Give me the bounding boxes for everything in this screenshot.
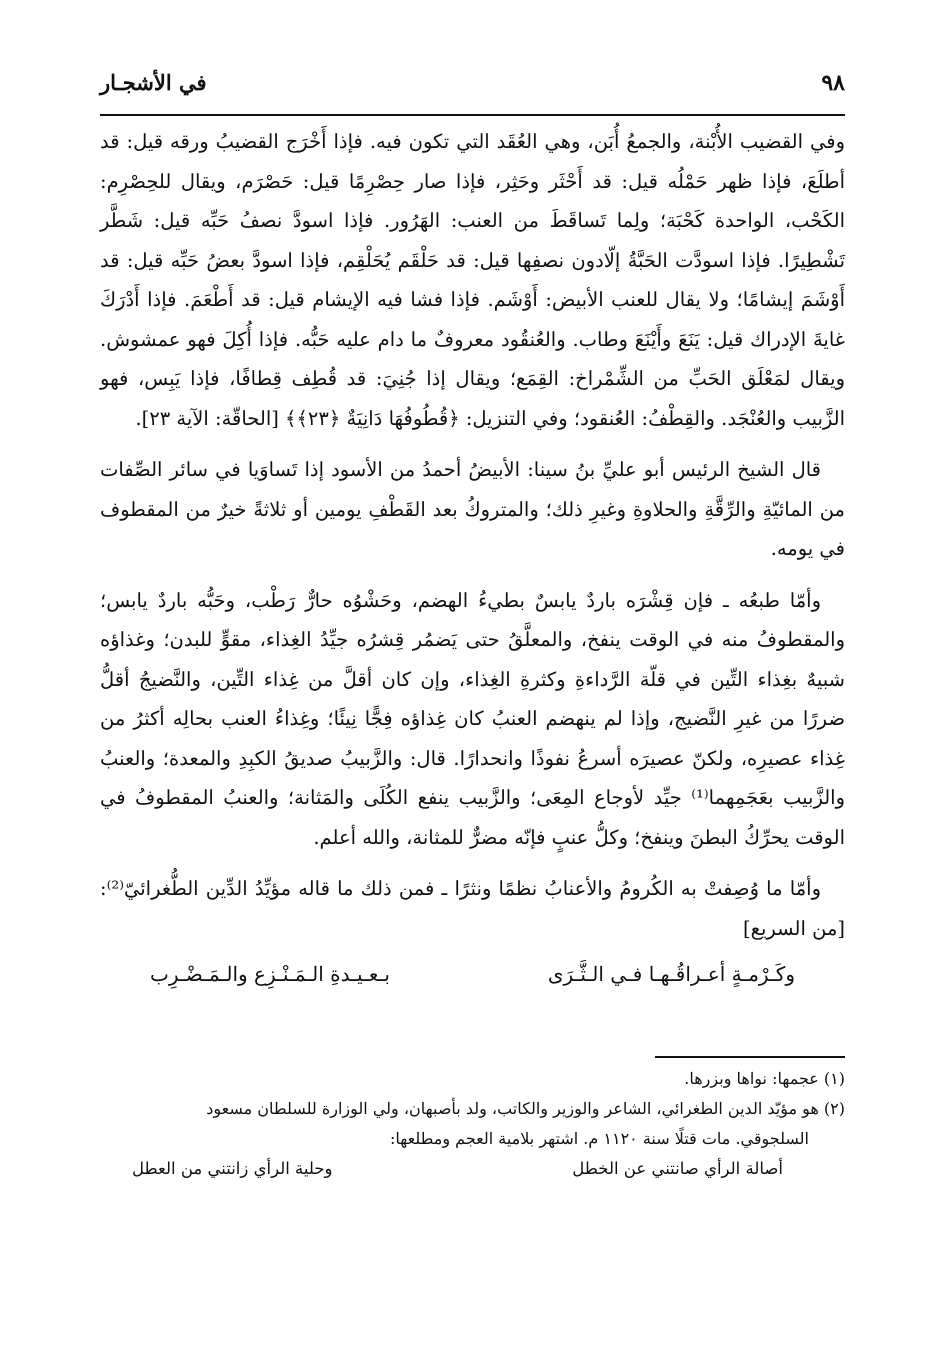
footnote-2-continued: السلجوقي. مات قتلًا سنة ١١٢٠ م. اشتهر بلامية العجم ومطلعها: — [390, 1129, 809, 1148]
page-header — [100, 70, 845, 116]
page-number: ٩٨ — [821, 70, 845, 96]
poem-verse — [100, 954, 845, 994]
paragraph-poetry-intro: وأمّا ما وُصِفتْ به الكُرومُ والأعنابُ نظمًا ونثرًا ـ فمن ذلك ما قاله مؤيِّدُ الدِّين الطُّغرائيّ⁽²⁾: [من السريع] — [100, 877, 845, 940]
footnote-verse-first: أصالة الرأي صانتني عن الخطل — [572, 1159, 783, 1178]
paragraph-nature: وأمّا طبعُه ـ فإن قِشْرَه باردٌ يابسٌ بطيءُ الهضم، وحَشْوُه حارٌّ رَطْب، وحَبُّه باردٌ يابس؛ والمقطوفُ منه في الوقت ينفخ، والمعلَّقُ حتى يَضمُر قِشرُه جيِّدُ الغِذاء، مقوٍّ للبدن؛ وغذاؤه شبيهٌ بغِذاء التِّين في قلّة الرَّداءةِ وكثرةِ الغِذاء، وإن كان أقلَّ من غِذاء التِّين، والنَّضيجُ أقلُّ ضررًا من غيرِ النَّضيج، وإذا لم ينهضم العنبُ كان غِذاؤه فِجًّا نِيئًا؛ وغِذاءُ العنب بحالِه أكثرُ من غِذاء عصيرِه، ولكنّ عصيرَه أسرعُ نفوذًا وانحدارًا. قال: والزَّبيبُ صديقُ الكبِدِ والمعدة؛ والعنبُ والزَّبيب بعَجَمِهما⁽¹⁾ جيِّد لأوجاع المِعَى؛ والزَّبيب ينفع الكُلَى والمَثانة؛ والعنبُ المقطوفُ في الوقت يحرِّكُ البطنَ وينفخ؛ وكلُّ عنبٍ فإنّه مضرٌّ للمثانة، والله أعلم. — [100, 588, 845, 849]
footnote-verse — [100, 1154, 845, 1184]
main-text — [100, 122, 845, 948]
running-title: في الأشجـار — [100, 70, 207, 95]
footnote-verse-second: وحلية الرأي زانتني من العطل — [132, 1159, 333, 1178]
footnote-1: (١) عجمها: نواها وبزرها. — [684, 1069, 845, 1088]
verse-second-hemistich: بـعـيـدةِ الـمَـنْـزِع والـمَـضْـرِب — [150, 962, 390, 986]
paragraph-ibn-sina: قال الشيخ الرئيس أبو عليِّ بنُ سينا: الأبيضُ أحمدُ من الأسود إذا تَساوَيا في سائر الصِّفات من المائيّةِ والرِّقَّةِ والحلاوةِ وغيرِ ذلك؛ والمتروكُ بعد القَطْفِ يومين أو ثلاثةً خيرٌ من المقطوف في يومه. — [100, 458, 845, 560]
paragraph-grape-terms: وفي القضيب الأُبْنة، والجمعُ أُبَن، وهي العُقَد التي تكون فيه. فإذا أَخْرَج القضيبُ ورقه قيل: قد أطلَعَ، فإذا ظهر حَمْلُه قيل: قد أَحْثَر وحَثِر، فإذا صار حِصْرِمًا قيل: حَصْرَم، ويقال للحِصْرِم: الكَحْب، الواحدة كَحْبَة؛ ولِما تَساقَطَ من العنب: الهَرُور. فإذا اسودَّ نصفُ حَبِّه قيل: شَطَّر تَشْطِيرًا. فإذا اسودَّت الحَبَّةُ إلّادون نصفِها قيل: قد حَلْقَم يُحَلْقِم، فإذا اسودَّ بعضُ حَبِّه قيل: قد أَوْشَمَ إيشامًا؛ ولا يقال للعنب الأبيض: أَوْشَم. فإذا فشا فيه الإيشام قيل: قد أَطْعَمَ. فإذا أَدْرَكَ غايةَ الإدراك قيل: يَنَعَ وأَيْنَعَ وطاب. والعُنقُود معروفٌ ما دام عليه حَبُّه. فإذا أُكِلَ فهو عمشوش. ويقال لمَعْلَق الحَبِّ من الشِّمْراخ: القِمَع؛ ويقال إذا جُنِيَ: قد قُطِف قِطافًا، فإذا يَبِس، فهو الزَّبيب والعُنْجَد. والقِطْفُ: العُنقود؛ وفي التنزيل: ﴿قُطُوفُهَا دَانِيَةٌ ﴿٢٣﴾﴾ [الحاقّة: الآية ٢٣]. — [100, 130, 845, 430]
footnote-separator — [655, 1056, 845, 1058]
footnote-2: (٢) هو مؤيّد الدين الطغرائي، الشاعر والوزير والكاتب، ولد بأصبهان، ولي الوزارة للسلطان مسعود — [206, 1099, 845, 1118]
book-page — [100, 70, 845, 1327]
footnotes — [100, 1064, 845, 1184]
verse-first-hemistich: وكَـرْمـةٍ أعـراقُـهـا فـي الـثَّـرَى — [547, 962, 795, 986]
